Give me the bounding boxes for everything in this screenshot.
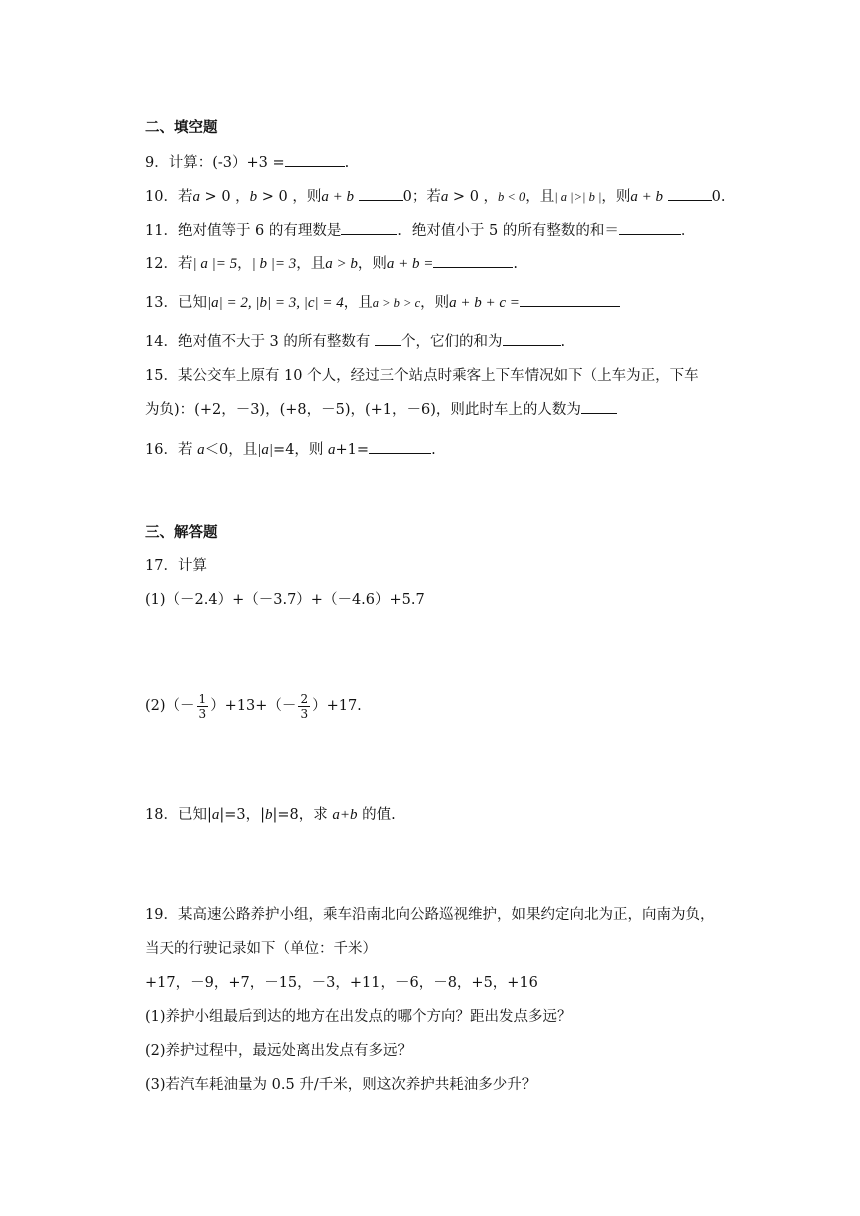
q13-text: 13．已知 xyxy=(145,295,207,311)
q18-text: 18．已知| xyxy=(145,807,212,823)
q15-answer-blank[interactable] xyxy=(581,399,617,414)
q9-end: . xyxy=(344,155,350,171)
q14-text: 个，它们的和为 xyxy=(401,334,503,350)
question-19-sub-2: (2)养护过程中，最远处离出发点有多远？ xyxy=(145,1043,413,1059)
q13-answer-blank[interactable] xyxy=(520,292,620,307)
question-19-line-1: 19．某高速公路养护小组，乘车沿南北向公路巡视维护，如果约定向北为正，向南为负， xyxy=(145,907,715,923)
q10-text: ，则 xyxy=(601,189,631,205)
q16-text: +1= xyxy=(335,442,370,458)
question-9 xyxy=(145,152,349,173)
question-17-part-1: (1)（－2.4）+（－3.7）+（－4.6）+5.7 xyxy=(145,592,425,608)
q10-text: > 0 ， xyxy=(448,189,499,205)
q13-order: a > b > c xyxy=(372,296,421,310)
section-title-answer: 三、解答题 xyxy=(145,525,218,541)
q9-text: 9．计算：(-3）+3 = xyxy=(145,155,285,171)
section-title-fill-in: 二、填空题 xyxy=(145,120,218,136)
q10-expr: a + b xyxy=(321,189,354,205)
question-18 xyxy=(145,805,396,825)
question-14 xyxy=(145,331,565,352)
question-16 xyxy=(145,439,436,460)
q18-text: |=3，| xyxy=(219,807,265,823)
question-15-line-2 xyxy=(145,399,617,420)
q12-text: 12．若 xyxy=(145,256,193,272)
q11-text: ． xyxy=(680,223,696,239)
q16-var-a: a xyxy=(328,442,336,458)
q12-text: . xyxy=(513,256,518,272)
q10-var-a: a xyxy=(440,189,449,205)
q16-text: ＜0，且 xyxy=(204,442,258,458)
q18-text: |=8，求 xyxy=(272,807,328,823)
question-19-line-2: 当天的行驶记录如下（单位：千米） xyxy=(145,941,377,957)
q10-abs-cond: | a |>| b | xyxy=(554,190,602,204)
question-17-title: 17．计算 xyxy=(145,558,207,574)
q16-answer-blank[interactable] xyxy=(369,439,431,454)
q14-answer-blank-1[interactable] xyxy=(375,331,401,346)
fraction-two-thirds xyxy=(298,692,310,721)
question-15-line-1: 15．某公交车上原有 10 个人，经过三个站点时乘客上下车情况如下（上车为正，下车 xyxy=(145,368,699,384)
q11-answer-blank-2[interactable] xyxy=(619,220,681,235)
q14-text: . xyxy=(560,334,566,350)
question-19-sub-3: (3)若汽车耗油量为 0.5 升/千米，则这次养护共耗油多少升？ xyxy=(145,1077,537,1093)
q12-text: ，则 xyxy=(357,256,387,272)
question-13 xyxy=(145,292,620,313)
q10-answer-blank-2[interactable] xyxy=(668,186,712,201)
question-12 xyxy=(145,253,518,274)
q16-text: 16．若 xyxy=(145,442,193,458)
q9-answer-blank[interactable] xyxy=(285,152,345,167)
q12-cond-b: | b |= 3 xyxy=(251,256,297,272)
question-10 xyxy=(145,186,725,207)
question-11 xyxy=(145,220,695,241)
fraction-numerator: 1 xyxy=(198,691,207,706)
q10-expr: a + b xyxy=(630,189,664,205)
q16-abs: |a| xyxy=(257,442,274,458)
q13-cond: |a| = 2, |b| = 3, |c| = 4 xyxy=(206,295,344,311)
q13-text: ，且 xyxy=(343,295,373,311)
q10-var-b: b xyxy=(249,189,258,205)
q16-var-a: a xyxy=(197,442,205,458)
q18-var-b: b xyxy=(265,807,273,823)
q10-cond: b < 0 xyxy=(498,190,526,204)
q12-text: ，且 xyxy=(296,256,326,272)
q14-text: 14．绝对值不大于 3 的所有整数有 xyxy=(145,334,371,350)
q10-text: ，且 xyxy=(525,189,555,205)
q10-var-a: a xyxy=(192,189,200,205)
fraction-numerator: 2 xyxy=(300,691,309,706)
q16-text: . xyxy=(431,442,436,458)
q10-text: 0. xyxy=(711,189,726,205)
fraction-denominator: 3 xyxy=(198,706,207,721)
q14-answer-blank-2[interactable] xyxy=(503,331,561,346)
q12-answer-blank[interactable] xyxy=(433,253,513,268)
q10-text: 0；若 xyxy=(402,189,441,205)
q12-expr: a + b = xyxy=(386,256,434,272)
q13-expr: a + b + c = xyxy=(449,295,520,311)
q10-answer-blank-1[interactable] xyxy=(359,186,403,201)
q17-2-text: (2)（－ xyxy=(145,698,195,714)
question-19-data: +17，－9，+7，－15，－3，+11，－6，－8，+5，+16 xyxy=(145,975,538,991)
q12-cond-ab: a > b xyxy=(325,256,358,272)
q12-text: ， xyxy=(237,256,252,272)
q13-text: ，则 xyxy=(420,295,450,311)
question-17-part-2 xyxy=(145,690,362,722)
q12-cond-a: | a |= 5 xyxy=(192,256,238,272)
q10-text: 10．若 xyxy=(145,189,193,205)
q18-text: 的值. xyxy=(362,807,396,823)
q18-expr: a+b xyxy=(332,807,358,823)
q10-text: > 0 ，则 xyxy=(257,189,322,205)
q10-text: > 0 ， xyxy=(199,189,250,205)
q11-answer-blank-1[interactable] xyxy=(341,220,397,235)
fraction-denominator: 3 xyxy=(300,706,309,721)
q11-text: ．绝对值小于 5 的所有整数的和＝ xyxy=(397,223,619,239)
fraction-one-third xyxy=(197,692,209,721)
q17-2-text: ）+17. xyxy=(312,698,362,714)
q16-text: =4，则 xyxy=(273,442,324,458)
q11-text: 11．绝对值等于 6 的有理数是 xyxy=(145,223,342,239)
question-19-sub-1: (1)养护小组最后到达的地方在出发点的哪个方向？距出发点多远？ xyxy=(145,1009,572,1025)
q18-var-a: a xyxy=(211,807,220,823)
q15-text: 为负)：(+2，－3)，(+8，－5)，(+1，－6)，则此时车上的人数为 xyxy=(145,402,581,418)
q17-2-text: ）+13+（－ xyxy=(210,698,297,714)
